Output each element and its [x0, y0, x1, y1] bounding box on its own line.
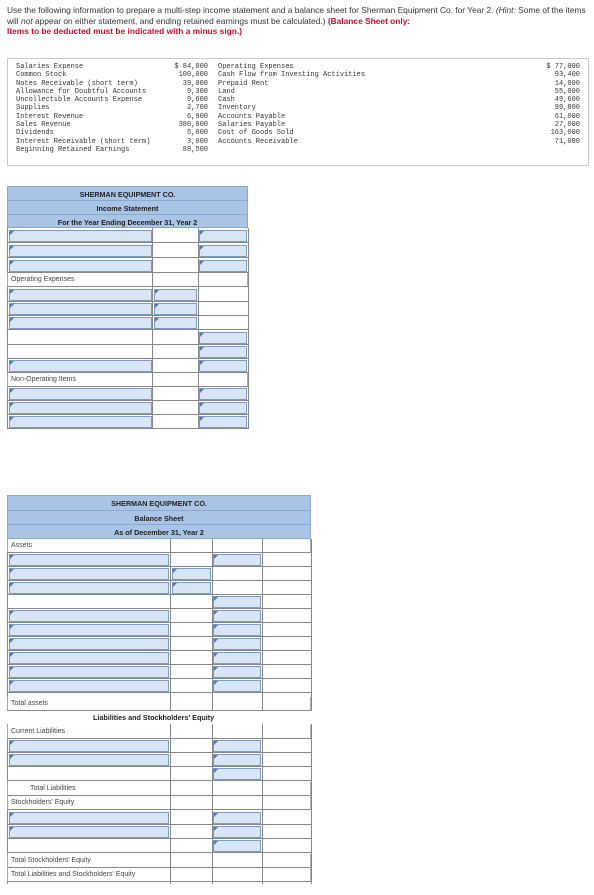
bs-grid-line	[311, 539, 312, 711]
account-select[interactable]	[9, 568, 169, 580]
account-value: 2,700	[186, 104, 208, 113]
assets-label: Assets	[11, 542, 33, 549]
account-select[interactable]	[9, 826, 169, 838]
account-label: Accounts Receivable	[218, 137, 298, 146]
account-value: 88,500	[182, 145, 208, 154]
total-assets-label: Total assets	[11, 700, 48, 707]
bs-period: As of December 31, Year 2	[114, 528, 204, 537]
account-select[interactable]	[9, 416, 152, 428]
account-label: Salaries Payable	[218, 121, 286, 130]
account-label: Common Stock	[16, 71, 67, 80]
bs-row	[7, 839, 311, 853]
red-instruction-1: (Balance Sheet only:	[327, 15, 411, 26]
account-value: 3,000	[186, 137, 208, 146]
amount-input[interactable]	[172, 582, 211, 594]
is-row	[7, 273, 248, 287]
account-select[interactable]	[9, 610, 169, 622]
bs-title: Balance Sheet	[134, 514, 184, 523]
account-label: Cash Flow from Investing Activities	[218, 71, 366, 80]
is-company-name: SHERMAN EQUIPMENT CO.	[79, 190, 176, 199]
account-select[interactable]	[9, 652, 169, 664]
account-select[interactable]	[9, 812, 169, 824]
account-select[interactable]	[9, 754, 169, 766]
right-account-labels	[218, 63, 365, 146]
account-select[interactable]	[9, 638, 169, 650]
liabilities-equity-header: Liabilities and Stockholders' Equity	[93, 713, 215, 722]
account-label: Accounts Payable	[218, 112, 286, 121]
total-stockholders-equity-label: Total Stockholders' Equity	[11, 857, 91, 864]
amount-input[interactable]	[199, 230, 247, 242]
account-value: $ 77,000	[546, 63, 580, 71]
account-select[interactable]	[9, 680, 169, 692]
red-instruction-2: Items to be deducted must be indicated with a minus sign.)	[7, 26, 242, 37]
account-label: Interest Receivable (short term)	[16, 137, 151, 146]
account-select[interactable]	[9, 624, 169, 636]
amount-input[interactable]	[213, 610, 261, 622]
account-value: 14,000	[554, 79, 580, 88]
amount-input[interactable]	[199, 245, 247, 257]
amount-input[interactable]	[213, 596, 261, 608]
account-value: 99,800	[554, 104, 580, 113]
total-liabilities-equity-label: Total Liabilities and Stockholders' Equity	[11, 871, 136, 878]
account-select[interactable]	[9, 554, 169, 566]
account-select[interactable]	[9, 582, 169, 594]
amount-input[interactable]	[172, 568, 211, 580]
account-value: 9,300	[186, 87, 208, 96]
amount-input[interactable]	[213, 638, 261, 650]
hint-prefix: (Hint:	[495, 5, 516, 15]
account-value: 380,000	[178, 121, 208, 130]
account-label: Operating Expenses	[218, 63, 294, 71]
instructions-line1: Use the following information to prepare a multi-step income statement and a balance sheet for Sherman Equipment Co. for Year 2.	[7, 5, 494, 15]
account-value: 71,000	[554, 137, 580, 146]
hint-not: not	[20, 15, 33, 26]
account-label: Supplies	[16, 104, 50, 113]
account-select[interactable]	[9, 666, 169, 678]
account-select[interactable]	[9, 303, 152, 315]
bs-row	[7, 854, 311, 868]
account-value: 5,000	[186, 129, 208, 138]
non-operating-label: Non-Operating Items	[11, 376, 76, 383]
bs-row	[7, 539, 311, 553]
account-value: 6,900	[186, 112, 208, 121]
amount-input[interactable]	[154, 303, 197, 315]
is-row	[7, 373, 248, 387]
amount-input[interactable]	[154, 317, 197, 329]
right-account-values	[536, 63, 580, 146]
amount-input[interactable]	[213, 740, 261, 752]
amount-input[interactable]	[213, 554, 261, 566]
amount-input[interactable]	[213, 768, 261, 780]
left-account-labels	[16, 63, 150, 154]
amount-input[interactable]	[199, 260, 247, 272]
account-value: 9,600	[186, 96, 208, 105]
account-select[interactable]	[9, 245, 152, 257]
bs-row	[7, 796, 311, 810]
account-info-box	[7, 58, 589, 166]
bs-grid-line	[311, 724, 312, 884]
total-liabilities-label: Total Liabilities	[30, 785, 76, 792]
amount-input[interactable]	[213, 652, 261, 664]
account-value: 55,000	[554, 87, 580, 96]
account-label: Notes Receivable (short term)	[16, 79, 138, 88]
is-grid-line	[248, 228, 249, 429]
account-value: 49,600	[554, 96, 580, 105]
account-select[interactable]	[9, 260, 152, 272]
hint-rest: appear on either statement, and ending retained earnings must be calculated.)	[32, 15, 326, 26]
amount-input[interactable]	[154, 289, 197, 301]
amount-input[interactable]	[199, 416, 247, 428]
account-value: 163,000	[550, 129, 580, 138]
account-label: Cost of Goods Sold	[218, 129, 294, 138]
account-label: Land	[218, 87, 235, 96]
hint-body: Some of the items will	[7, 5, 586, 26]
left-account-values	[168, 63, 208, 154]
operating-expenses-label: Operating Expenses	[11, 276, 75, 283]
account-label: Interest Revenue	[16, 112, 84, 121]
account-label: Prepaid Rent	[218, 79, 269, 88]
amount-input[interactable]	[199, 360, 247, 372]
bs-row	[7, 767, 311, 781]
amount-input[interactable]	[213, 826, 261, 838]
account-select[interactable]	[9, 402, 152, 414]
amount-input[interactable]	[213, 666, 261, 678]
amount-input[interactable]	[213, 624, 261, 636]
is-period: For the Year Ending December 31, Year 2	[57, 218, 198, 227]
account-value: 27,000	[554, 121, 580, 130]
account-label: Uncollectible Accounts Expense	[16, 96, 143, 105]
bs-row	[7, 697, 311, 711]
account-value: 100,000	[178, 71, 208, 80]
account-label: Salaries Expense	[16, 63, 84, 71]
account-label: Beginning Retained Earnings	[16, 145, 130, 154]
account-label: Dividends	[16, 129, 54, 138]
account-value: 93,400	[554, 71, 580, 80]
income-statement-header	[7, 186, 248, 228]
account-label: Sales Revenue	[16, 121, 71, 130]
amount-input[interactable]	[199, 402, 247, 414]
account-select[interactable]	[9, 317, 152, 329]
account-select[interactable]	[9, 360, 152, 372]
account-select[interactable]	[9, 230, 152, 242]
bs-row	[7, 782, 311, 796]
bs-company-name: SHERMAN EQUIPMENT CO.	[111, 499, 207, 508]
account-select[interactable]	[9, 388, 152, 400]
amount-input[interactable]	[199, 332, 247, 344]
account-value: $ 84,000	[174, 63, 208, 71]
bs-row	[7, 868, 311, 882]
bs-row	[7, 725, 311, 739]
balance-sheet-header	[7, 495, 311, 539]
instructions	[7, 5, 589, 37]
account-value: 61,000	[554, 112, 580, 121]
account-select[interactable]	[9, 289, 152, 301]
amount-input[interactable]	[213, 812, 261, 824]
account-label: Allowance for Doubtful Accounts	[16, 87, 147, 96]
is-title: Income Statement	[96, 204, 159, 213]
amount-input[interactable]	[213, 840, 261, 852]
account-label: Cash	[218, 96, 235, 105]
amount-input[interactable]	[199, 346, 247, 358]
stockholders-equity-label: Stockholders' Equity	[11, 799, 75, 806]
current-liabilities-label: Current Liabilities	[11, 728, 66, 735]
account-label: Inventory	[218, 104, 256, 113]
amount-input[interactable]	[213, 680, 261, 692]
account-value: 39,000	[182, 79, 208, 88]
amount-input[interactable]	[199, 388, 247, 400]
account-select[interactable]	[9, 740, 169, 752]
bs-row	[7, 595, 311, 609]
amount-input[interactable]	[213, 754, 261, 766]
